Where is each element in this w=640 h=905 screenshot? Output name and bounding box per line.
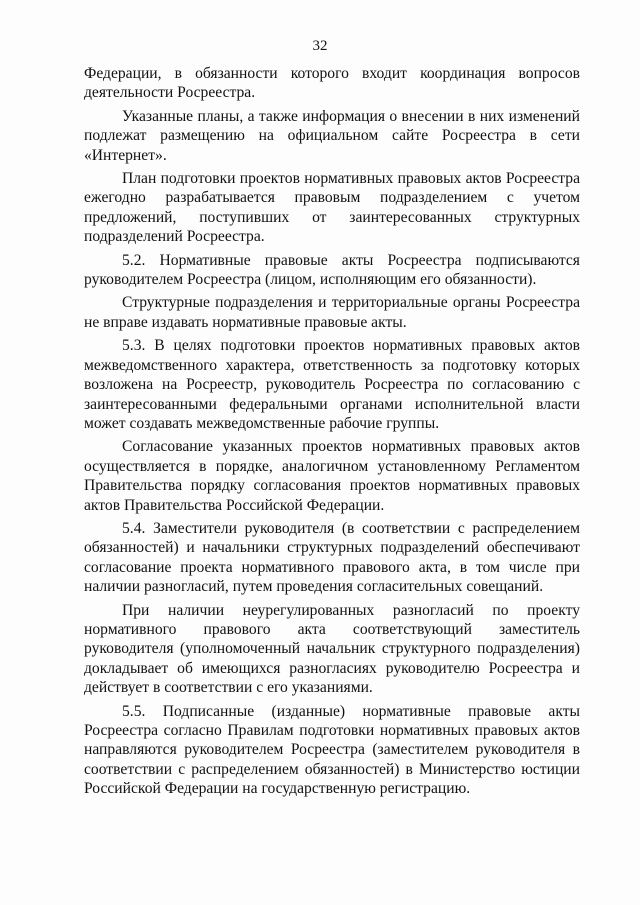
page-number: 32 — [312, 38, 328, 54]
paragraph-annual-plan: План подготовки проектов нормативных правовых актов Росреестра ежегодно разрабатывается правовым подразделением с учетом предложений, поступивших от заинтересованных структурных подразделений Росреестра. — [84, 170, 580, 246]
document-body — [84, 64, 580, 803]
paragraph-disagreements: При наличии неурегулированных разногласий по проекту нормативного правового акта соответствующий заместитель руководителя (уполномоченный начальник структурного подразделения) докладывает об имеющихся разногласиях руководителю Росреестра и действует в соответствии с его указаниями. — [84, 601, 580, 697]
paragraph-approval-order: Согласование указанных проектов нормативных правовых актов осуществляется в порядке, аналогичном установленному Регламентом Правительства порядку согласования проектов нормативных правовых актов Правительства Российской Федерации. — [84, 438, 580, 514]
paragraph-structural-units: Структурные подразделения и территориальные органы Росреестра не вправе издавать нормативные правовые акты. — [84, 294, 580, 331]
paragraph-plans-publication: Указанные планы, а также информация о внесении в них изменений подлежат размещению на официальном сайте Росреестра в сети «Интернет». — [84, 107, 580, 164]
paragraph-continuation: Федерации, в обязанности которого входит координация вопросов деятельности Росреестра. — [84, 65, 580, 102]
paragraph-5-3: 5.3. В целях подготовки проектов нормативных правовых актов межведомственного характера, ответственность за подготовку которых возложена на Росреестр, руководитель Росреестра по согласованию с заинтересованными федеральными органами исполнительной власти может создавать межведомственные рабочие группы. — [84, 337, 580, 432]
paragraph-5-5: 5.5. Подписанные (изданные) нормативные правовые акты Росреестра согласно Правилам подготовки нормативных правовых актов направляются руководителем Росреестра (заместителем руководителя в соответствии с распределением обязанностей) в Министерство юстиции Российской Федерации на государственную регистрацию. — [84, 702, 580, 798]
paragraph-5-4: 5.4. Заместители руководителя (в соответствии с распределением обязанностей) и начальники структурных подразделений обеспечивают согласование проекта нормативного правового акта, в том числе при наличии разногласий, путем проведения согласительных совещаний. — [84, 519, 580, 596]
paragraph-5-2: 5.2. Нормативные правовые акты Росреестра подписываются руководителем Росреестра (лицом, исполняющим его обязанности). — [84, 251, 580, 289]
